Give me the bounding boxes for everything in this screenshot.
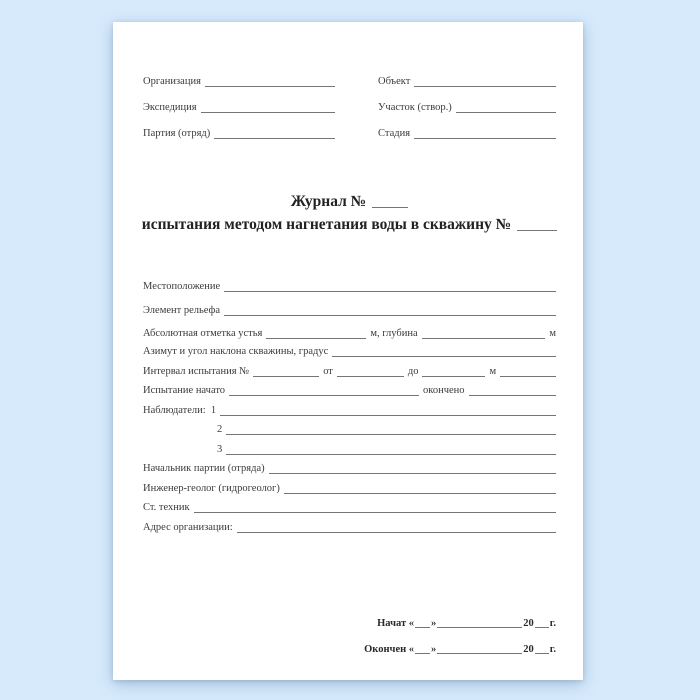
field-label: 3 — [217, 443, 223, 455]
field-label: Партия (отряд) — [143, 127, 211, 139]
field-label: Участок (створ.) — [378, 101, 452, 113]
form-row — [143, 88, 335, 114]
blank-line — [194, 512, 556, 513]
blank-line — [337, 376, 404, 377]
document-title — [143, 188, 556, 234]
footer-dates — [143, 604, 556, 656]
blank-line — [437, 627, 522, 628]
form-row — [143, 294, 556, 318]
blank-line — [414, 138, 556, 139]
blank-line — [224, 291, 556, 292]
blank-line — [422, 338, 546, 339]
form-row — [143, 456, 556, 476]
blank-line — [269, 473, 556, 474]
blank-line — [456, 112, 556, 113]
title-line-2 — [143, 211, 556, 234]
blank-line — [500, 376, 556, 377]
form-row — [143, 495, 556, 515]
form-fields — [143, 270, 556, 534]
field-label: Начат « — [377, 617, 415, 629]
field-label: » — [431, 617, 437, 629]
journal-cover-page — [113, 22, 583, 680]
form-row — [143, 270, 556, 294]
form-row — [378, 88, 556, 114]
blank-line — [253, 376, 319, 377]
field-label: Инженер-геолог (гидрогеолог) — [143, 482, 280, 494]
field-label: Наблюдатели: 1 — [143, 404, 217, 416]
form-row — [143, 114, 335, 140]
blank-line — [224, 315, 556, 316]
field-label: Стадия — [378, 127, 411, 139]
field-label: Окончен « — [364, 643, 415, 655]
field-label: Объект — [378, 75, 411, 87]
blank-line — [220, 415, 556, 416]
field-label: 20 — [523, 617, 534, 629]
field-label: 2 — [217, 424, 223, 436]
blank-line — [535, 653, 549, 654]
field-label: до — [407, 365, 419, 377]
blank-line — [535, 627, 549, 628]
blank-line — [214, 138, 335, 139]
blank-line — [284, 493, 556, 494]
field-label: г. — [549, 643, 556, 655]
blank-line — [205, 86, 335, 87]
field-label: Экспедиция — [143, 101, 197, 113]
blank-line — [372, 207, 408, 208]
blank-line — [226, 434, 556, 435]
field-label: Испытание начато — [143, 385, 226, 397]
form-row — [143, 604, 556, 630]
blank-line — [437, 653, 522, 654]
field-label: от — [323, 365, 333, 377]
blank-line — [415, 627, 430, 628]
field-label: Ст. техник — [143, 502, 190, 514]
field-label: Адрес организации: — [143, 521, 233, 533]
form-row — [143, 476, 556, 496]
form-row — [143, 417, 556, 437]
form-row — [143, 630, 556, 656]
blank-line — [237, 532, 556, 533]
form-row — [143, 398, 556, 418]
title-line-1 — [143, 188, 556, 211]
form-row — [378, 114, 556, 140]
field-label: окончено — [423, 385, 465, 397]
field-label: Интервал испытания № — [143, 365, 250, 377]
title-text-2: испытания методом нагнетания воды в скважину № — [141, 216, 512, 234]
field-label: Местоположение — [143, 281, 221, 293]
form-row — [143, 317, 556, 341]
form-row — [143, 378, 556, 398]
form-row — [143, 515, 556, 535]
blank-line — [422, 376, 485, 377]
blank-line — [332, 356, 556, 357]
field-label: Абсолютная отметка устья — [143, 328, 263, 340]
blank-line — [201, 112, 335, 113]
form-row — [143, 359, 556, 379]
blank-line — [226, 454, 556, 455]
blank-line — [517, 230, 557, 231]
header-right-column — [378, 62, 556, 140]
field-label: » — [431, 643, 437, 655]
form-row — [143, 341, 556, 359]
header-left-column — [143, 62, 335, 140]
blank-line — [469, 395, 556, 396]
blank-line — [266, 338, 366, 339]
blank-line — [229, 395, 419, 396]
blank-line — [415, 653, 430, 654]
field-label: Элемент рельефа — [143, 304, 221, 316]
blank-line — [414, 86, 556, 87]
field-label: г. — [549, 617, 556, 629]
title-text-1: Журнал № — [290, 193, 367, 211]
form-row — [143, 62, 335, 88]
form-row — [378, 62, 556, 88]
field-label: Азимут и угол наклона скважины, градус — [143, 346, 329, 358]
field-label: м — [489, 365, 497, 377]
header-fields — [143, 62, 556, 140]
field-label: 20 — [523, 643, 534, 655]
field-label: Начальник партии (отряда) — [143, 463, 265, 475]
field-label: Организация — [143, 75, 201, 87]
form-row — [143, 437, 556, 457]
field-label: м — [549, 328, 556, 340]
field-label: м, глубина — [370, 328, 418, 340]
